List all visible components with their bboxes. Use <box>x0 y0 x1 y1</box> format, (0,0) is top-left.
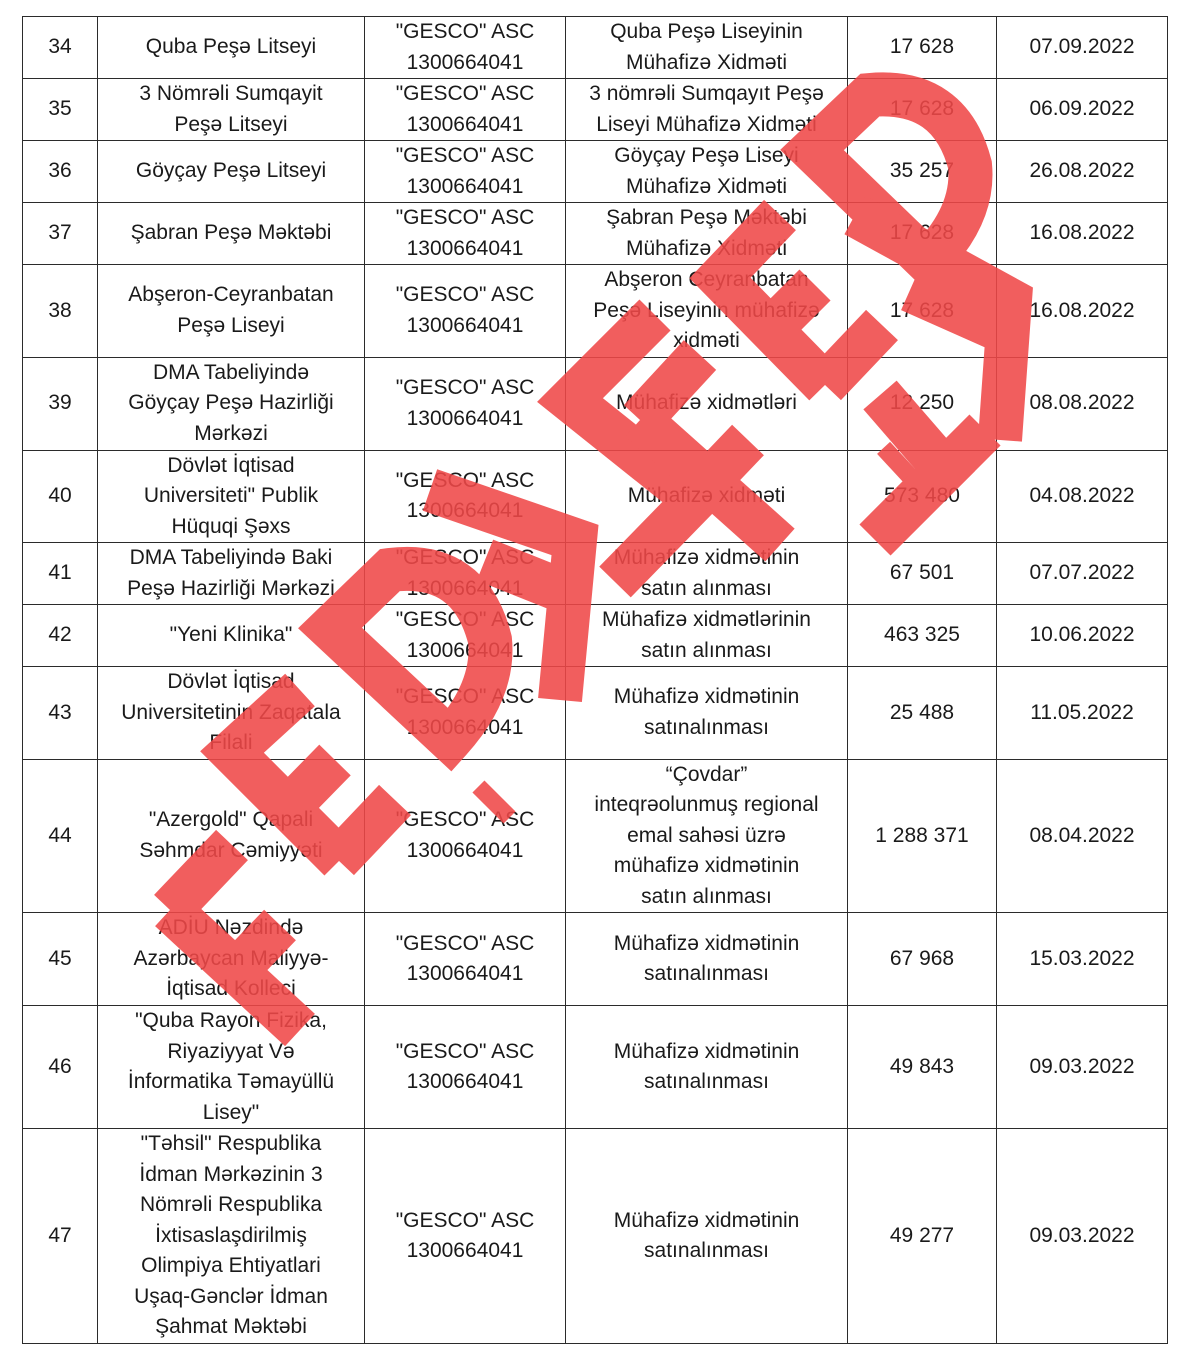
organization-cell: "Təhsil" Respublika İdman Mərkəzinin 3 Nömrəli Respublika İxtisaslaşdirilmiş Olimpiya Ehtiyatlari Uşaq-Gənclər İdman Şahmat Məktəbi <box>98 1129 365 1344</box>
table-row <box>23 759 1168 913</box>
row-number: 35 <box>23 79 98 141</box>
date-cell: 09.03.2022 <box>997 1129 1168 1344</box>
row-number: 44 <box>23 759 98 913</box>
row-number: 43 <box>23 667 98 760</box>
amount-cell: 12 250 <box>848 357 997 450</box>
organization-cell: Dövlət İqtisad Universiteti" Publik Hüquqi Şəxs <box>98 450 365 543</box>
service-cell: Quba Peşə Liseyinin Mühafizə Xidməti <box>566 17 848 79</box>
table-row <box>23 543 1168 605</box>
amount-cell: 35 257 <box>848 141 997 203</box>
vendor-cell: "GESCO" ASC 1300664041 <box>365 79 566 141</box>
vendor-cell: "GESCO" ASC 1300664041 <box>365 17 566 79</box>
date-cell: 07.07.2022 <box>997 543 1168 605</box>
row-number: 46 <box>23 1006 98 1129</box>
service-cell: Mühafizə xidmətləri <box>566 357 848 450</box>
date-cell: 08.04.2022 <box>997 759 1168 913</box>
vendor-cell: "GESCO" ASC 1300664041 <box>365 759 566 913</box>
amount-cell: 463 325 <box>848 605 997 667</box>
amount-cell: 17 628 <box>848 17 997 79</box>
row-number: 45 <box>23 913 98 1006</box>
table-row <box>23 17 1168 79</box>
date-cell: 04.08.2022 <box>997 450 1168 543</box>
row-number: 42 <box>23 605 98 667</box>
table-row <box>23 79 1168 141</box>
date-cell: 08.08.2022 <box>997 357 1168 450</box>
amount-cell: 67 968 <box>848 913 997 1006</box>
amount-cell: 17 628 <box>848 265 997 358</box>
row-number: 41 <box>23 543 98 605</box>
vendor-cell: "GESCO" ASC 1300664041 <box>365 450 566 543</box>
date-cell: 11.05.2022 <box>997 667 1168 760</box>
date-cell: 16.08.2022 <box>997 265 1168 358</box>
vendor-cell: "GESCO" ASC 1300664041 <box>365 203 566 265</box>
amount-cell: 25 488 <box>848 667 997 760</box>
amount-cell: 49 277 <box>848 1129 997 1344</box>
organization-cell: 3 Nömrəli Sumqayit Peşə Litseyi <box>98 79 365 141</box>
service-cell: Mühafizə xidmətlərinin satın alınması <box>566 605 848 667</box>
row-number: 38 <box>23 265 98 358</box>
date-cell: 15.03.2022 <box>997 913 1168 1006</box>
organization-cell: DMA Tabeliyində Göyçay Peşə Hazirliği Mərkəzi <box>98 357 365 450</box>
service-cell: Şabran Peşə Məktəbi Mühafizə Xidməti <box>566 203 848 265</box>
table-body <box>23 17 1168 1344</box>
organization-cell: "Yeni Klinika" <box>98 605 365 667</box>
amount-cell: 17 628 <box>848 203 997 265</box>
table-row <box>23 605 1168 667</box>
vendor-cell: "GESCO" ASC 1300664041 <box>365 357 566 450</box>
organization-cell: Abşeron-Ceyranbatan Peşə Liseyi <box>98 265 365 358</box>
vendor-cell: "GESCO" ASC 1300664041 <box>365 913 566 1006</box>
row-number: 37 <box>23 203 98 265</box>
amount-cell: 573 480 <box>848 450 997 543</box>
table-row <box>23 203 1168 265</box>
table-row <box>23 357 1168 450</box>
vendor-cell: "GESCO" ASC 1300664041 <box>365 1129 566 1344</box>
service-cell: Mühafizə xidməti <box>566 450 848 543</box>
table-row <box>23 1129 1168 1344</box>
organization-cell: DMA Tabeliyində Baki Peşə Hazirliği Mərkəzi <box>98 543 365 605</box>
service-cell: Abşeron Ceyranbatan Peşə Liseyinin mühafizə xidməti <box>566 265 848 358</box>
table-row <box>23 141 1168 203</box>
table-row <box>23 1006 1168 1129</box>
row-number: 36 <box>23 141 98 203</box>
date-cell: 09.03.2022 <box>997 1006 1168 1129</box>
amount-cell: 67 501 <box>848 543 997 605</box>
vendor-cell: "GESCO" ASC 1300664041 <box>365 141 566 203</box>
table-row <box>23 667 1168 760</box>
date-cell: 07.09.2022 <box>997 17 1168 79</box>
organization-cell: "Quba Rayon Fizika, Riyaziyyat Və İnformatika Təmayüllü Lisey" <box>98 1006 365 1129</box>
organization-cell: Quba Peşə Litseyi <box>98 17 365 79</box>
date-cell: 06.09.2022 <box>997 79 1168 141</box>
vendor-cell: "GESCO" ASC 1300664041 <box>365 605 566 667</box>
amount-cell: 49 843 <box>848 1006 997 1129</box>
row-number: 34 <box>23 17 98 79</box>
date-cell: 16.08.2022 <box>997 203 1168 265</box>
service-cell: Mühafizə xidmətinin satınalınması <box>566 913 848 1006</box>
service-cell: Mühafizə xidmətinin satınalınması <box>566 1129 848 1344</box>
row-number: 40 <box>23 450 98 543</box>
vendor-cell: "GESCO" ASC 1300664041 <box>365 1006 566 1129</box>
table-row <box>23 913 1168 1006</box>
vendor-cell: "GESCO" ASC 1300664041 <box>365 265 566 358</box>
service-cell: Mühafizə xidmətinin satınalınması <box>566 1006 848 1129</box>
organization-cell: ADİU Nəzdində Azərbaycan Maliyyə- İqtisad Kolleci <box>98 913 365 1006</box>
service-cell: Göyçay Peşə Liseyi Mühafizə Xidməti <box>566 141 848 203</box>
date-cell: 10.06.2022 <box>997 605 1168 667</box>
service-cell: “Çovdar” inteqrəolunmuş regional emal sahəsi üzrə mühafizə xidmətinin satın alınması <box>566 759 848 913</box>
organization-cell: Dövlət İqtisad Universitetinin Zaqatala Filali <box>98 667 365 760</box>
contracts-table <box>22 16 1168 1344</box>
service-cell: 3 nömrəli Sumqayıt Peşə Liseyi Mühafizə Xidməti <box>566 79 848 141</box>
table-row <box>23 265 1168 358</box>
table-row <box>23 450 1168 543</box>
vendor-cell: "GESCO" ASC 1300664041 <box>365 543 566 605</box>
organization-cell: "Azergold" Qapali Səhmdar Cəmiyyəti <box>98 759 365 913</box>
organization-cell: Göyçay Peşə Litseyi <box>98 141 365 203</box>
row-number: 39 <box>23 357 98 450</box>
row-number: 47 <box>23 1129 98 1344</box>
date-cell: 26.08.2022 <box>997 141 1168 203</box>
service-cell: Mühafizə xidmətinin satın alınması <box>566 543 848 605</box>
vendor-cell: "GESCO" ASC 1300664041 <box>365 667 566 760</box>
service-cell: Mühafizə xidmətinin satınalınması <box>566 667 848 760</box>
organization-cell: Şabran Peşə Məktəbi <box>98 203 365 265</box>
amount-cell: 17 628 <box>848 79 997 141</box>
amount-cell: 1 288 371 <box>848 759 997 913</box>
